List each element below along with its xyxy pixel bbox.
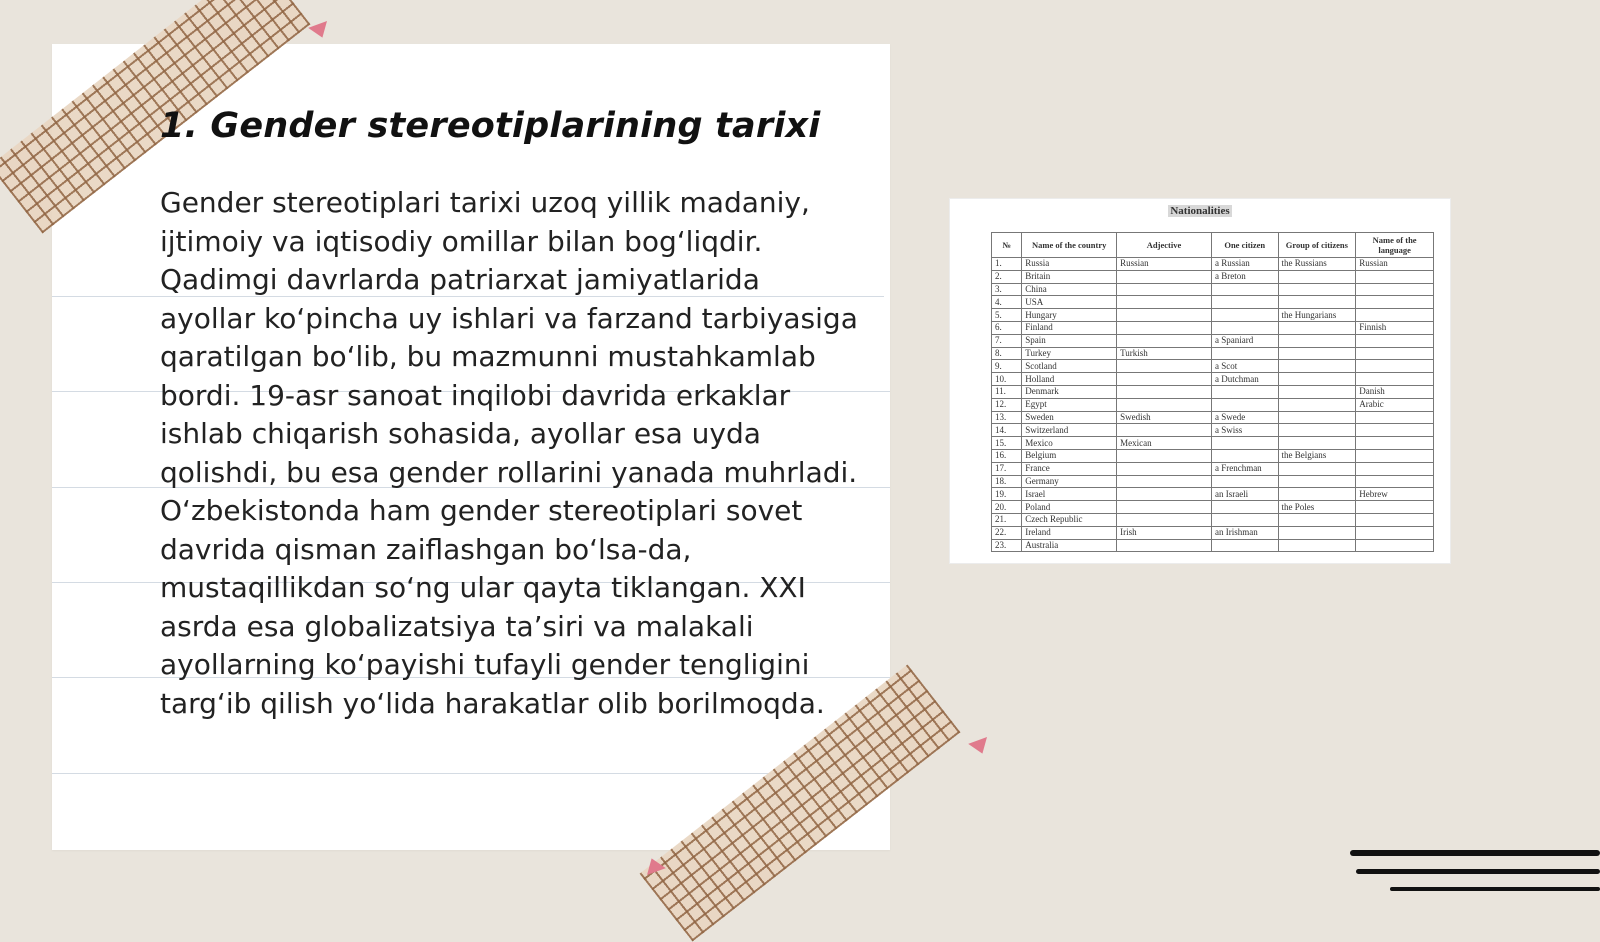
table-cell bbox=[1278, 334, 1356, 347]
table-cell bbox=[1356, 347, 1434, 360]
table-cell bbox=[1117, 539, 1212, 552]
table-cell: USA bbox=[1022, 296, 1117, 309]
table-cell bbox=[1211, 475, 1278, 488]
table-row bbox=[992, 296, 1434, 309]
slide-title: 1. Gender stereotiplarining tarixi bbox=[160, 106, 821, 146]
table-row bbox=[992, 437, 1434, 450]
table-cell: 15. bbox=[992, 437, 1022, 450]
table-cell bbox=[1356, 411, 1434, 424]
table-cell: 21. bbox=[992, 513, 1022, 526]
table-cell: Israel bbox=[1022, 488, 1117, 501]
table-cell bbox=[1356, 475, 1434, 488]
table-cell bbox=[1356, 334, 1434, 347]
table-cell bbox=[1117, 462, 1212, 475]
table-cell bbox=[1356, 526, 1434, 539]
table-cell: 3. bbox=[992, 283, 1022, 296]
table-cell: 12. bbox=[992, 398, 1022, 411]
table-cell: 16. bbox=[992, 449, 1022, 462]
table-cell bbox=[1211, 347, 1278, 360]
table-cell bbox=[1278, 539, 1356, 552]
table-cell bbox=[1211, 296, 1278, 309]
table-cell: 4. bbox=[992, 296, 1022, 309]
table-cell bbox=[1117, 488, 1212, 501]
table-cell bbox=[1211, 385, 1278, 398]
table-cell bbox=[1356, 501, 1434, 514]
table-cell: Germany bbox=[1022, 475, 1117, 488]
table-cell bbox=[1211, 437, 1278, 450]
table-row bbox=[992, 321, 1434, 334]
table-cell bbox=[1117, 424, 1212, 437]
table-cell: a Breton bbox=[1211, 270, 1278, 283]
table-cell bbox=[1211, 513, 1278, 526]
table-cell bbox=[1356, 270, 1434, 283]
table-cell: Hebrew bbox=[1356, 488, 1434, 501]
table-cell bbox=[1117, 449, 1212, 462]
table-cell bbox=[1211, 398, 1278, 411]
table-cell: 5. bbox=[992, 309, 1022, 322]
table-cell bbox=[1278, 347, 1356, 360]
table-cell: 20. bbox=[992, 501, 1022, 514]
table-header-cell: № bbox=[992, 233, 1022, 258]
table-cell: a Frenchman bbox=[1211, 462, 1278, 475]
table-cell: 13. bbox=[992, 411, 1022, 424]
table-cell bbox=[1356, 424, 1434, 437]
table-row bbox=[992, 373, 1434, 386]
table-cell: 14. bbox=[992, 424, 1022, 437]
table-cell bbox=[1117, 283, 1212, 296]
table-cell: France bbox=[1022, 462, 1117, 475]
table-header-cell: One citizen bbox=[1211, 233, 1278, 258]
table-cell: 1. bbox=[992, 258, 1022, 271]
table-cell bbox=[1117, 373, 1212, 386]
table-cell bbox=[1211, 321, 1278, 334]
table-cell: Ireland bbox=[1022, 526, 1117, 539]
table-cell bbox=[1117, 296, 1212, 309]
table-cell bbox=[1278, 462, 1356, 475]
table-cell bbox=[1278, 475, 1356, 488]
table-cell bbox=[1356, 309, 1434, 322]
table-cell bbox=[1278, 283, 1356, 296]
table-cell bbox=[1117, 309, 1212, 322]
table-cell bbox=[1117, 360, 1212, 373]
table-cell bbox=[1356, 296, 1434, 309]
table-cell bbox=[1278, 437, 1356, 450]
table-cell: the Hungarians bbox=[1278, 309, 1356, 322]
table-cell: Swedish bbox=[1117, 411, 1212, 424]
table-cell: 2. bbox=[992, 270, 1022, 283]
table-cell: 10. bbox=[992, 373, 1022, 386]
table-cell bbox=[1278, 360, 1356, 373]
table-cell: 11. bbox=[992, 385, 1022, 398]
table-cell: Scotland bbox=[1022, 360, 1117, 373]
table-row bbox=[992, 513, 1434, 526]
table-cell: Holland bbox=[1022, 373, 1117, 386]
table-cell: Mexican bbox=[1117, 437, 1212, 450]
table-cell: Britain bbox=[1022, 270, 1117, 283]
table-row bbox=[992, 360, 1434, 373]
table-cell bbox=[1278, 270, 1356, 283]
table-cell: Irish bbox=[1117, 526, 1212, 539]
table-cell: 8. bbox=[992, 347, 1022, 360]
table-cell: Spain bbox=[1022, 334, 1117, 347]
table-cell: 9. bbox=[992, 360, 1022, 373]
table-cell bbox=[1278, 526, 1356, 539]
table-cell bbox=[1117, 501, 1212, 514]
brush-stroke-decoration bbox=[1356, 869, 1600, 874]
table-cell bbox=[1278, 398, 1356, 411]
table-cell bbox=[1211, 501, 1278, 514]
table-row bbox=[992, 398, 1434, 411]
table-cell bbox=[1211, 449, 1278, 462]
table-cell: Egypt bbox=[1022, 398, 1117, 411]
table-row bbox=[992, 258, 1434, 271]
table-cell bbox=[1278, 513, 1356, 526]
table-cell bbox=[1117, 398, 1212, 411]
table-cell: an Irishman bbox=[1211, 526, 1278, 539]
table-row bbox=[992, 539, 1434, 552]
table-cell: Denmark bbox=[1022, 385, 1117, 398]
table-cell: 23. bbox=[992, 539, 1022, 552]
nationalities-table-image bbox=[950, 199, 1450, 563]
table-cell bbox=[1211, 283, 1278, 296]
table-cell bbox=[1356, 283, 1434, 296]
table-header-cell: Adjective bbox=[1117, 233, 1212, 258]
table-row bbox=[992, 270, 1434, 283]
table-cell bbox=[1278, 321, 1356, 334]
table-cell bbox=[1117, 270, 1212, 283]
table-cell bbox=[1356, 513, 1434, 526]
table-row bbox=[992, 501, 1434, 514]
table-cell: an Israeli bbox=[1211, 488, 1278, 501]
table-cell: 17. bbox=[992, 462, 1022, 475]
brush-stroke-decoration bbox=[1350, 850, 1600, 856]
table-cell bbox=[1356, 360, 1434, 373]
table-cell bbox=[1356, 373, 1434, 386]
table-cell: the Russians bbox=[1278, 258, 1356, 271]
table-cell: Russian bbox=[1356, 258, 1434, 271]
table-cell: China bbox=[1022, 283, 1117, 296]
paper-rule-line bbox=[52, 773, 890, 774]
table-cell: 18. bbox=[992, 475, 1022, 488]
table-cell bbox=[1278, 373, 1356, 386]
table-cell bbox=[1356, 462, 1434, 475]
table-cell: Turkish bbox=[1117, 347, 1212, 360]
table-cell bbox=[1278, 296, 1356, 309]
table-cell: a Scot bbox=[1211, 360, 1278, 373]
table-header-cell: Name of the country bbox=[1022, 233, 1117, 258]
table-cell: a Spaniard bbox=[1211, 334, 1278, 347]
table-cell bbox=[1278, 411, 1356, 424]
table-header-cell: Name of the language bbox=[1356, 233, 1434, 258]
table-cell: the Belgians bbox=[1278, 449, 1356, 462]
table-row bbox=[992, 424, 1434, 437]
table-cell: Danish bbox=[1356, 385, 1434, 398]
table-row bbox=[992, 475, 1434, 488]
table-cell: Sweden bbox=[1022, 411, 1117, 424]
table-cell bbox=[1117, 321, 1212, 334]
table-cell bbox=[1278, 424, 1356, 437]
table-row bbox=[992, 488, 1434, 501]
pin-icon bbox=[308, 21, 332, 41]
table-row bbox=[992, 385, 1434, 398]
table-row bbox=[992, 526, 1434, 539]
table-header-row bbox=[992, 233, 1434, 258]
table-row bbox=[992, 283, 1434, 296]
table-header-cell: Group of citizens bbox=[1278, 233, 1356, 258]
table-cell: Switzerland bbox=[1022, 424, 1117, 437]
table-cell bbox=[1356, 539, 1434, 552]
table-cell bbox=[1117, 334, 1212, 347]
table-cell bbox=[1117, 513, 1212, 526]
table-cell bbox=[1211, 539, 1278, 552]
table-row bbox=[992, 334, 1434, 347]
table-cell: Finland bbox=[1022, 321, 1117, 334]
table-cell bbox=[1278, 385, 1356, 398]
table-cell bbox=[1211, 309, 1278, 322]
table-cell: 22. bbox=[992, 526, 1022, 539]
table-cell bbox=[1356, 449, 1434, 462]
table-cell: Arabic bbox=[1356, 398, 1434, 411]
table-cell: 7. bbox=[992, 334, 1022, 347]
table-cell bbox=[1356, 437, 1434, 450]
table-row bbox=[992, 449, 1434, 462]
table-cell: Finnish bbox=[1356, 321, 1434, 334]
table-cell: Czech Republic bbox=[1022, 513, 1117, 526]
table-cell: Australia bbox=[1022, 539, 1117, 552]
table-cell bbox=[1278, 488, 1356, 501]
slide-body-text: Gender stereotiplari tarixi uzoq yillik madaniy, ijtimoiy va iqtisodiy omillar bilan bog‘liqdir. Qadimgi davrlarda patriarxat jamiyatlarida ayollar ko‘pincha uy ishlari va farzand tarbiyasiga qaratilgan bo‘lib, bu mazmunni mustahkamlab bordi. 19-asr sanoat inqilobi davrida erkaklar ishlab chiqarish sohasida, ayollar esa uyda qolishdi, bu esa gender rollarini yanada muhrladi. O‘zbekistonda ham gender stereotiplari sovet davrida qisman zaiflashgan bo‘lsa-da, mustaqillikdan so‘ng ular qayta tiklangan. XXI asrda esa globalizatsiya ta’siri va malakali ayollarning ko‘payishi tufayli gender tengligini targ‘ib qilish yo‘lida harakatlar olib borilmoqda. bbox=[160, 186, 858, 720]
table-cell: Hungary bbox=[1022, 309, 1117, 322]
table-row bbox=[992, 309, 1434, 322]
table-cell: Belgium bbox=[1022, 449, 1117, 462]
table-title: Nationalities bbox=[1170, 205, 1230, 217]
table-cell: 19. bbox=[992, 488, 1022, 501]
nationalities-table bbox=[991, 232, 1434, 552]
table-cell: Mexico bbox=[1022, 437, 1117, 450]
table-row bbox=[992, 411, 1434, 424]
table-cell: a Russian bbox=[1211, 258, 1278, 271]
table-cell: Russian bbox=[1117, 258, 1212, 271]
brush-stroke-decoration bbox=[1390, 887, 1600, 891]
table-cell: a Swede bbox=[1211, 411, 1278, 424]
table-body bbox=[992, 258, 1434, 552]
table-cell: Poland bbox=[1022, 501, 1117, 514]
table-cell: Russia bbox=[1022, 258, 1117, 271]
table-cell bbox=[1117, 475, 1212, 488]
table-cell: a Dutchman bbox=[1211, 373, 1278, 386]
table-cell: 6. bbox=[992, 321, 1022, 334]
table-cell bbox=[1117, 385, 1212, 398]
pin-icon bbox=[968, 737, 992, 757]
table-row bbox=[992, 347, 1434, 360]
table-cell: Turkey bbox=[1022, 347, 1117, 360]
table-cell: the Poles bbox=[1278, 501, 1356, 514]
table-row bbox=[992, 462, 1434, 475]
table-cell: a Swiss bbox=[1211, 424, 1278, 437]
